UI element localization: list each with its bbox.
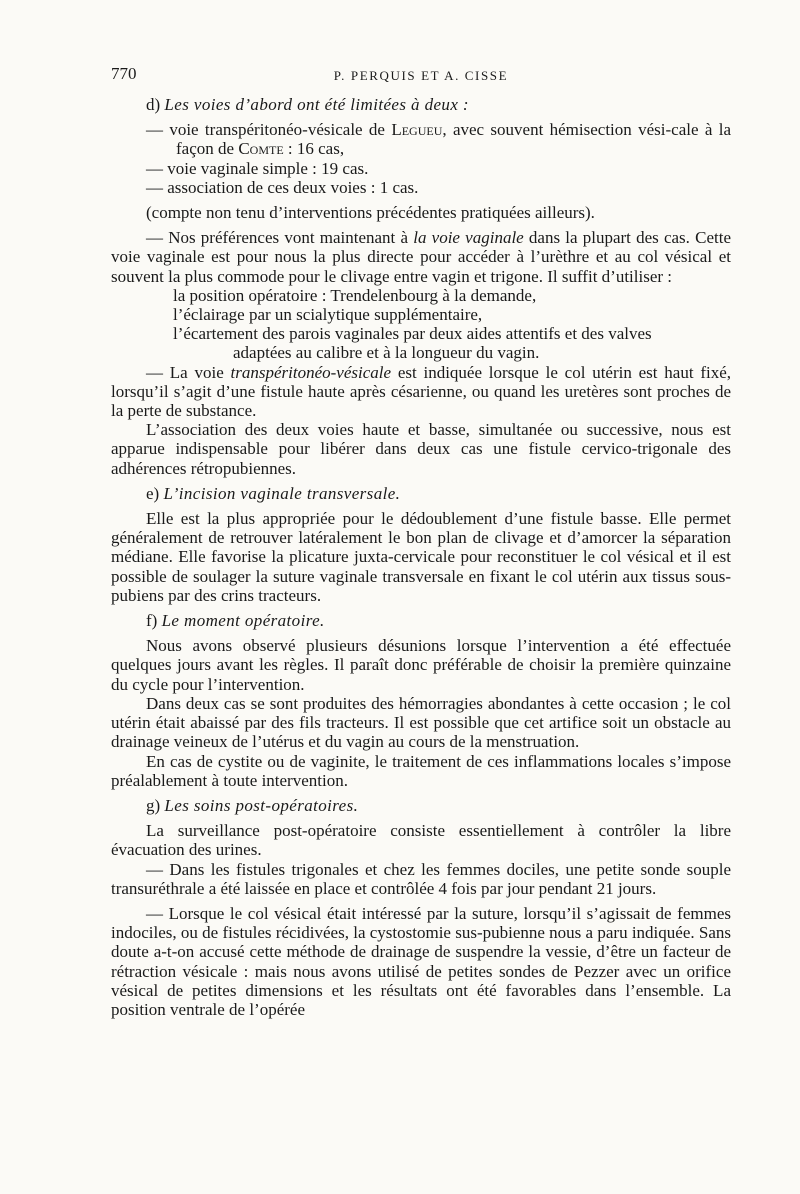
requirement-lighting: l’éclairage par un scialytique supplémentaire, xyxy=(173,305,483,325)
page-header xyxy=(111,64,731,86)
approach-item-3: — association de ces deux voies : 1 cas. xyxy=(146,177,419,197)
section-g-paragraph-2: — Dans les fistules trigonales et chez les femmes dociles, une petite sonde souple transuréthrale a été laissée en place et contrôlée 4 fois par jour pendant 21 jours. xyxy=(111,859,731,898)
approach-item-1: — voie transpéritonéo-vésicale de Legueu, avec souvent hémisection vési-cale à la façon de Comte : 16 cas, xyxy=(146,120,731,159)
approach-note: (compte non tenu d’interventions précédentes pratiquées ailleurs). xyxy=(146,203,595,223)
approach-item-2: — voie vaginale simple : 19 cas. xyxy=(146,158,369,178)
section-f-heading: f) Le moment opératoire. xyxy=(146,611,325,631)
transperitoneal-paragraph: — La voie transpéritonéo-vésicale est indiquée lorsque le col utérin est haut fixé, lorsqu’il s’agit d’une fistule haute après césarienne, ou quand les uretères sont proches de la perte de substance. xyxy=(111,362,731,421)
section-e-heading: e) L’incision vaginale transversale. xyxy=(146,483,401,503)
page-number: 770 xyxy=(111,64,137,83)
vaginal-preference-paragraph: — Nos préférences vont maintenant à la voie vaginale dans la plupart des cas. Cette voie vaginale est pour nous la plus directe pour accéder à l’urèthre et au col vésical et souvent la plus commode pour le clivage entre vagin et trigone. Il suffit d’utiliser : xyxy=(111,228,732,286)
section-f-paragraph-2: Dans deux cas se sont produites des hémorragies abondantes à cette occasion ; le col utérin était abaissé par des fils tracteurs. Il est possible que cet artifice soit un obstacle au drainage veineux de l’utérus et du vagin au cours de la menstruation. xyxy=(111,693,731,752)
page xyxy=(111,64,731,1019)
section-f-paragraph-1: Nous avons observé plusieurs désunions lorsque l’intervention a été effectuée quelques jours avant les règles. Il paraît donc préférable de choisir la première quinzaine du cycle pour l’intervention. xyxy=(111,636,731,694)
requirement-retraction-continued: adaptées au calibre et à la longueur du vagin. xyxy=(233,343,540,363)
section-d-heading: d) Les voies d’abord ont été limitées à deux : xyxy=(146,95,469,114)
requirement-position: la position opératoire : Trendelenbourg à la demande, xyxy=(173,285,537,305)
section-e-body: Elle est la plus appropriée pour le dédoublement d’une fistule basse. Elle permet généralement de retrouver latéralement le bon plan de clivage et d’amorcer la séparation médiane. Elle favorise la plicature juxta-cervicale pour reconstituer le col vésical et il est possible de soulager la suture vaginale transversale en fixant le col utérin aux tissus sous-pubiens par des crins tracteurs. xyxy=(111,509,731,605)
section-g-heading: g) Les soins post-opératoires. xyxy=(146,795,359,815)
author-name-comte: Comte xyxy=(238,139,284,159)
section-g-paragraph-1: La surveillance post-opératoire consiste essentiellement à contrôler la libre évacuation des urines. xyxy=(111,821,731,860)
section-f-paragraph-3: En cas de cystite ou de vaginite, le traitement de ces inflammations locales s’impose préalablement à toute intervention. xyxy=(111,751,731,790)
running-title: P. PERQUIS ET A. CISSE xyxy=(333,68,509,83)
author-name-legueu: Legueu xyxy=(391,120,443,140)
section-g-paragraph-3: — Lorsque le col vésical était intéressé par la suture, lorsqu’il s’agissait de femmes indociles, ou de fistules récidivées, la cystostomie sus-pubienne nous a paru indiquée. Sans doute a-t-on accusé cette méthode de drainage de suspendre la vessie, d’être un facteur de rétraction vésicale : mais nous avons utilisé de petites sondes de Pezzer avec un orifice vésical de petites dimensions et les résultats ont été favorables dans l’ensemble. La position ventrale de l’opérée xyxy=(111,903,731,1019)
requirement-retraction: l’écartement des parois vaginales par deux aides attentifs et des valves xyxy=(173,324,652,344)
combined-approach-paragraph: L’association des deux voies haute et basse, simultanée ou successive, nous est apparue indispensable pour libérer dans deux cas une fistule cervico-trigonale des adhérences rétropubiennes. xyxy=(111,420,731,478)
requirements-list xyxy=(111,286,731,363)
